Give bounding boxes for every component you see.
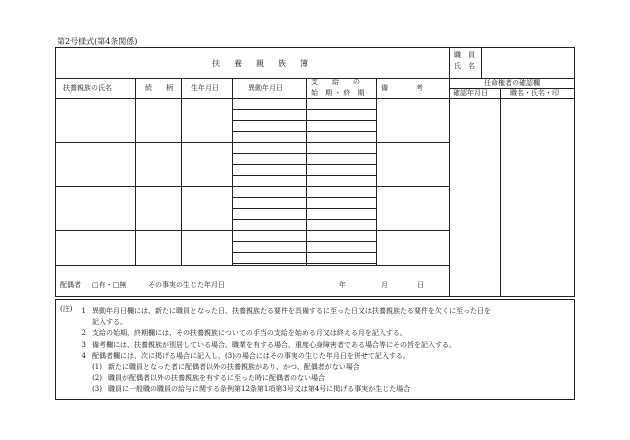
sub-row-line bbox=[232, 109, 376, 110]
spouse-option[interactable]: □有・□無 bbox=[92, 281, 127, 289]
sub-row-line bbox=[232, 219, 376, 220]
sub-row-line bbox=[232, 175, 376, 176]
sub-row-line bbox=[232, 241, 376, 242]
col-payment-2: 始 期 ・ 終 期 bbox=[311, 89, 365, 97]
sub-row-line bbox=[232, 131, 376, 132]
col-remarks: 備 考 bbox=[381, 84, 423, 92]
spouse-month: 月 bbox=[381, 281, 388, 289]
note-item: 2 支給の始期、終期欄には、その扶養親族についての手当の支給を始める月又は終える月を記入する。 bbox=[81, 329, 407, 338]
note-item: 記入する。 bbox=[92, 318, 127, 327]
notes-list bbox=[74, 306, 491, 396]
sub-row-line bbox=[232, 208, 376, 209]
note-item: 1 異動年月日欄には、新たに職員となった日、扶養親族たる要件を具備するに至った日又は扶養親族たる要件を欠くに至った日を bbox=[81, 307, 491, 315]
sub-row-line bbox=[232, 153, 376, 154]
notes-marker: (注) bbox=[60, 305, 73, 313]
note-item: 4 配偶者欄には、次に掲げる場合に記入し、(3)の場合にはその事実の生じた年月日を併せて記入する。 bbox=[81, 351, 410, 360]
staff-name-field[interactable] bbox=[485, 52, 570, 72]
spouse-event-label: その事実の生じた年月日 bbox=[148, 281, 225, 289]
spouse-label: 配偶者 bbox=[60, 281, 81, 289]
spouse-day: 日 bbox=[417, 281, 424, 289]
col-confirm-person: 職名・氏名・印 bbox=[510, 89, 559, 97]
sub-row-line bbox=[232, 252, 376, 253]
col-relation: 続 柄 bbox=[145, 84, 173, 92]
col-change-date: 異動年月日 bbox=[248, 84, 283, 92]
col-name: 扶養親族の氏名 bbox=[63, 84, 112, 92]
sub-row-line bbox=[232, 164, 376, 165]
note-subitem: (2) 職員が配偶者以外の扶養親族を有するに至った時に配偶者のない場合 bbox=[92, 374, 325, 383]
col-birth-date: 生年月日 bbox=[191, 84, 219, 92]
col-payment-1: 支 給 の bbox=[311, 78, 360, 86]
col-confirm-group: 任命権者の確認欄 bbox=[484, 79, 540, 87]
sub-row-line bbox=[232, 263, 376, 264]
page-title: 扶養親族簿 bbox=[212, 59, 322, 68]
note-item: 3 備考欄には、扶養親族が別居している場合、職業を有する場合、重度心身障害者である場合等にその旨を記入する。 bbox=[81, 340, 456, 349]
col-confirm-date: 確認年月日 bbox=[453, 89, 488, 97]
note-subitem: (1) 新たに職員となった者に配偶者以外の扶養親族があり、かつ、配偶者がない場合 bbox=[92, 363, 360, 372]
staff-label-1: 職 員 bbox=[454, 51, 475, 59]
form-label: 第2号様式(第4条関係) bbox=[57, 37, 138, 46]
staff-label-2: 氏 名 bbox=[454, 62, 475, 70]
sub-row-line bbox=[232, 120, 376, 121]
sub-row-line bbox=[232, 197, 376, 198]
spouse-year: 年 bbox=[339, 281, 346, 289]
note-subitem: (3) 職員に一般職の職員の給与に関する条例第12条第1項第3号又は第4号に掲げる事実が生じた場合 bbox=[92, 385, 411, 394]
